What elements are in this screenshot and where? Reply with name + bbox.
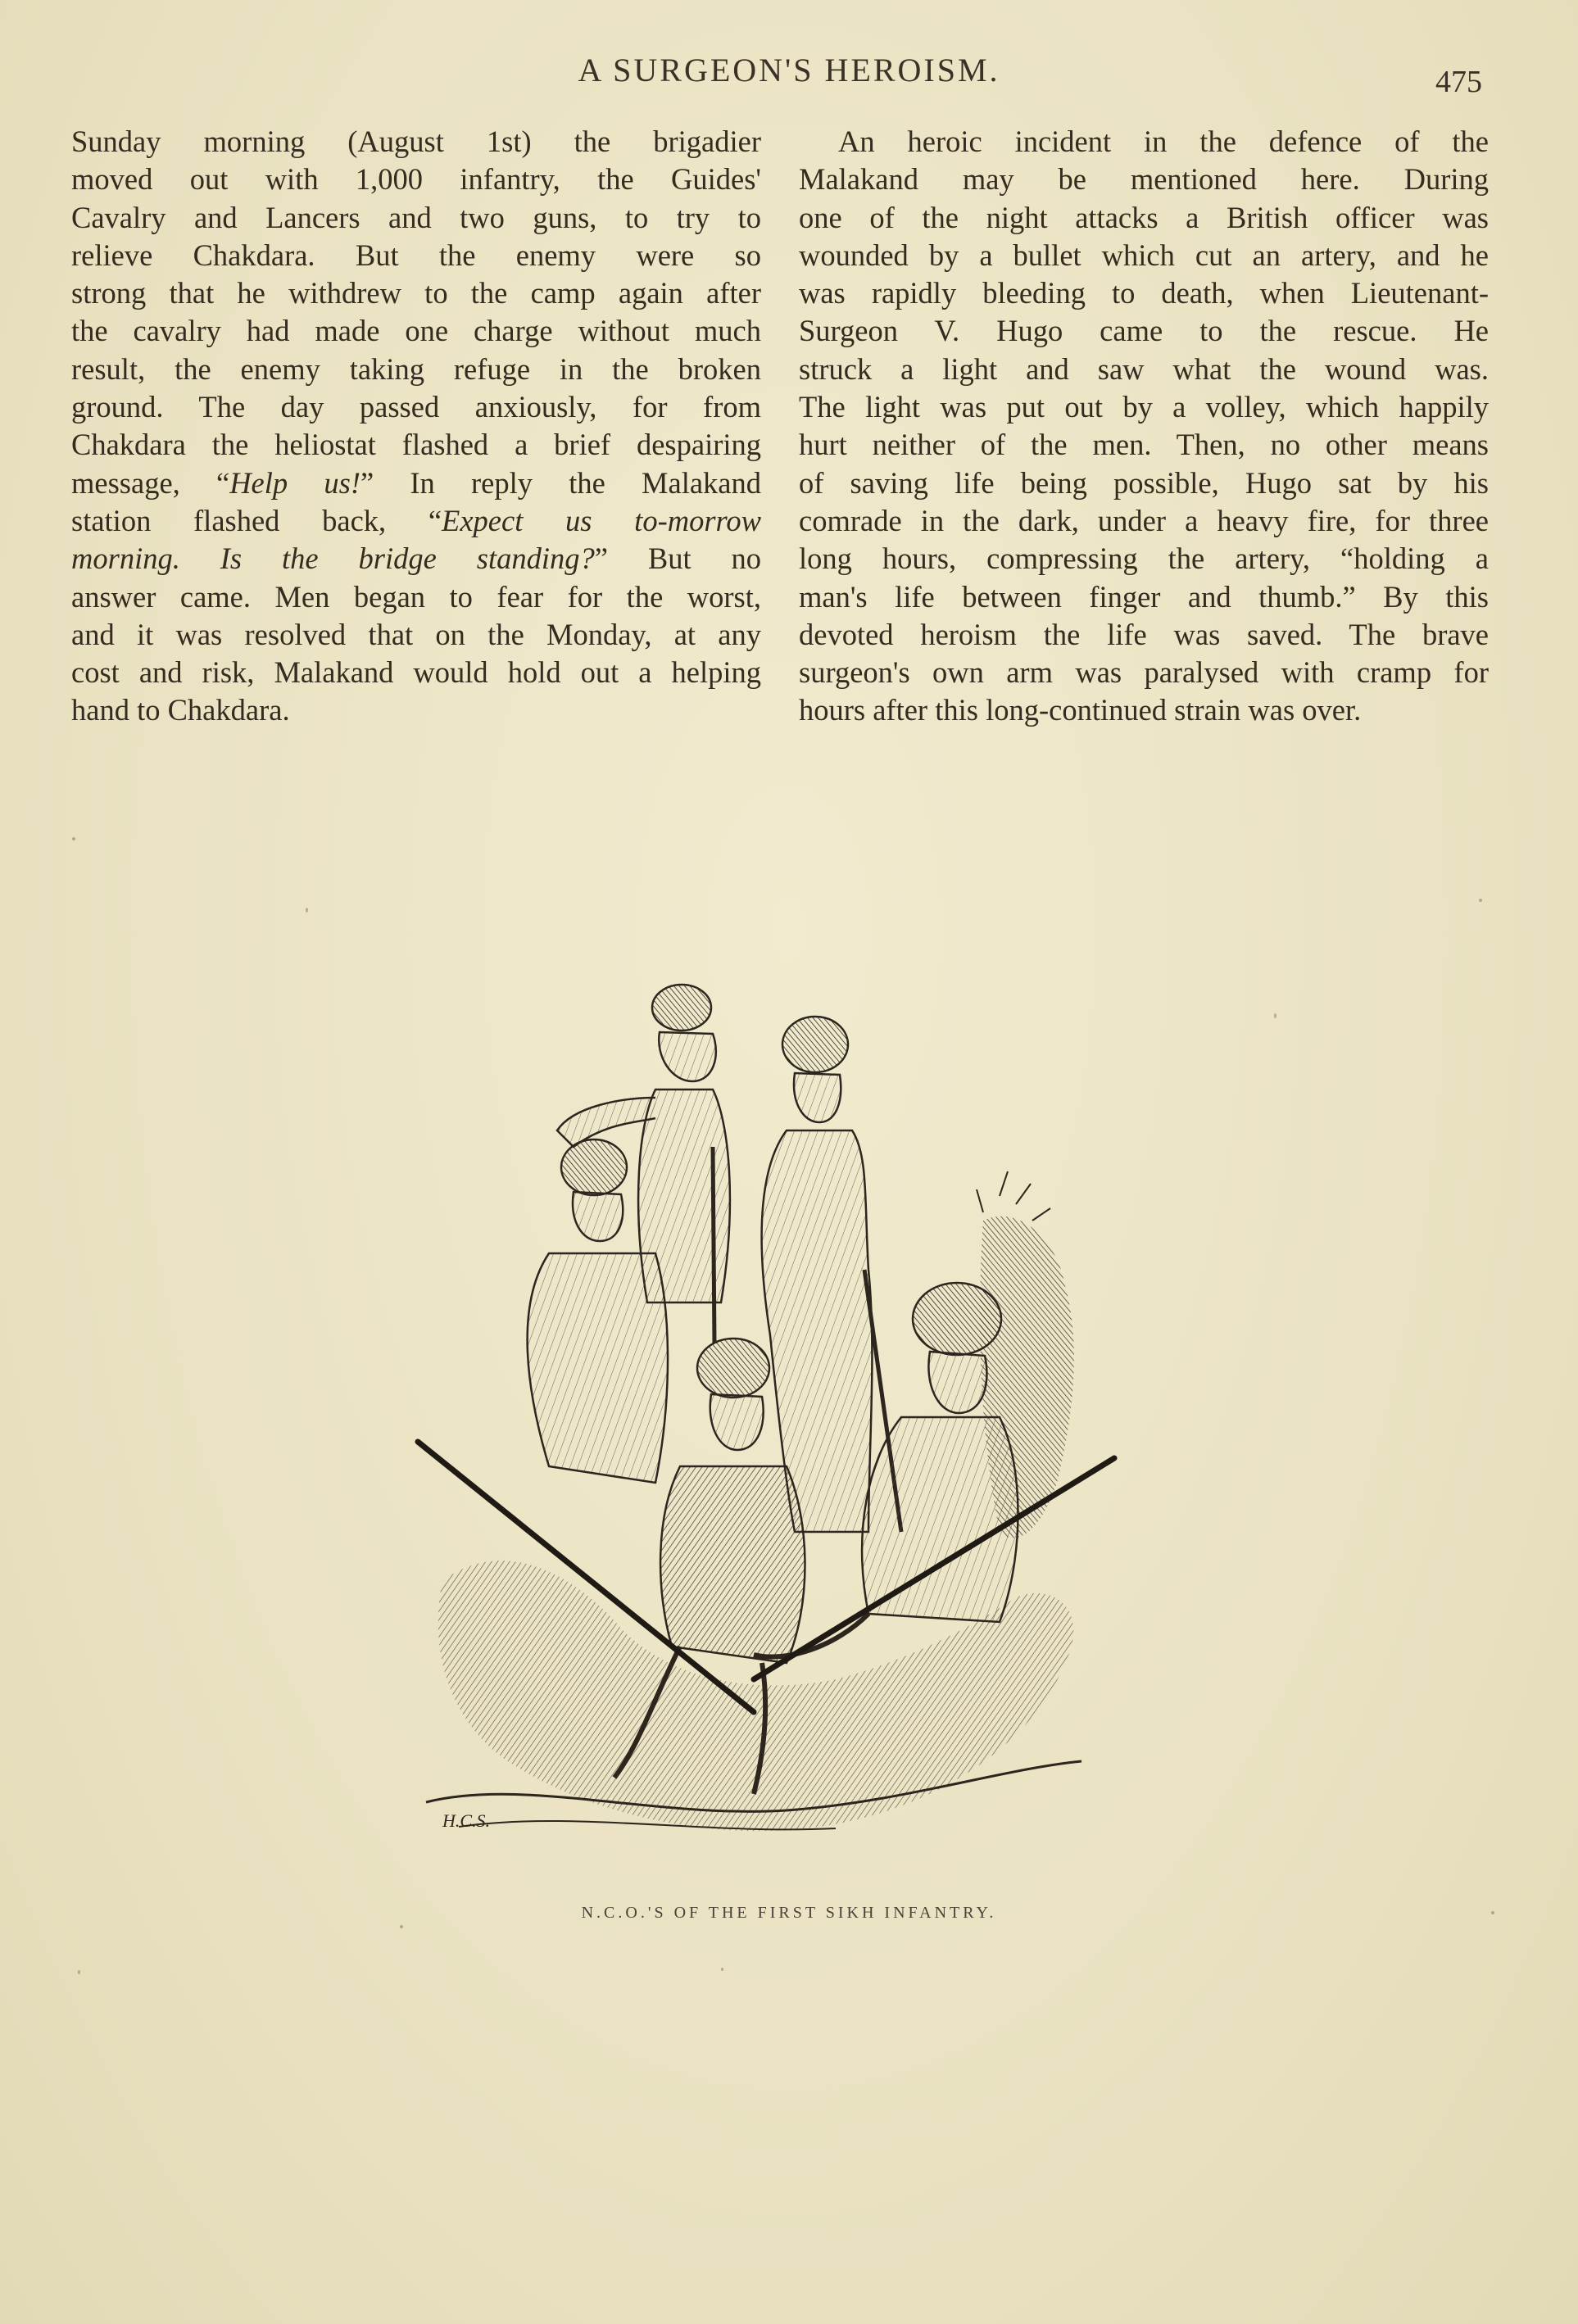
engraving-illustration bbox=[410, 958, 1147, 1851]
text-line: struck a light and saw what the wound was. bbox=[799, 351, 1489, 386]
paper-speck bbox=[400, 1925, 403, 1928]
text-line: Malakand may be mentioned here. During bbox=[799, 162, 1489, 197]
text-line: devoted heroism the life was saved. The brave bbox=[799, 617, 1489, 651]
text-line: Sunday morning (August 1st) the brigadier bbox=[71, 125, 761, 158]
text-line: The light was put out by a volley, which happily bbox=[799, 390, 1489, 424]
text-line: result, the enemy taking refuge in the broken bbox=[71, 351, 761, 386]
text-line: moved out with 1,000 infantry, the Guides' bbox=[71, 162, 761, 197]
text-line: hours after this long-continued strain was over. bbox=[799, 693, 1362, 727]
text-line: one of the night attacks a British officer was bbox=[799, 200, 1489, 234]
page-number: 475 bbox=[1435, 65, 1482, 99]
text-line: the cavalry had made one charge without much bbox=[71, 314, 761, 348]
text-line: Surgeon V. Hugo came to the rescue. He bbox=[799, 314, 1489, 348]
text-line-paragraph-start: An heroic incident in the defence of the bbox=[838, 125, 1489, 158]
right-text-column bbox=[799, 123, 1489, 730]
soldiers-engraving bbox=[410, 958, 1147, 1851]
text-fragment: message, “ bbox=[71, 465, 230, 500]
italic-quote-help-us: Help us! bbox=[229, 465, 360, 500]
text-line: Chakdara the heliostat flashed a brief despairing bbox=[71, 428, 761, 462]
text-line: answer came. Men began to fear for the worst, bbox=[71, 579, 761, 614]
italic-quote-bridge: morning. Is the bridge standing? bbox=[71, 541, 595, 576]
text-line: wounded by a bullet which cut an artery, and he bbox=[799, 238, 1489, 272]
text-line: long hours, compressing the artery, “holding a bbox=[799, 541, 1489, 576]
text-line: hurt neither of the men. Then, no other means bbox=[799, 428, 1489, 462]
text-line: strong that he withdrew to the camp again after bbox=[71, 276, 761, 310]
text-line: hand to Chakdara. bbox=[71, 693, 290, 727]
figure-caption: N.C.O.'S OF THE FIRST SIKH INFANTRY. bbox=[581, 1904, 997, 1922]
paper-speck bbox=[721, 1968, 723, 1971]
text-fragment: ” But no bbox=[594, 541, 762, 576]
text-line-reply-end bbox=[71, 540, 761, 578]
text-line: was rapidly bleeding to death, when Lieutenant- bbox=[799, 276, 1489, 310]
text-line: comrade in the dark, under a heavy fire, for three bbox=[799, 503, 1489, 537]
text-line-message bbox=[71, 464, 761, 502]
text-line: of saving life being possible, Hugo sat by his bbox=[799, 465, 1489, 500]
running-head-title: A SURGEON'S HEROISM. bbox=[578, 52, 1000, 88]
text-line: surgeon's own arm was paralysed with cramp for bbox=[799, 655, 1489, 690]
text-fragment: ” In reply the Malakand bbox=[360, 465, 761, 500]
artist-signature-left: H.C.S. bbox=[442, 1810, 491, 1831]
paper-speck bbox=[1479, 899, 1482, 902]
paper-speck bbox=[306, 908, 308, 913]
paper-speck bbox=[72, 837, 75, 840]
text-line: man's life between finger and thumb.” By this bbox=[799, 579, 1489, 614]
text-line-reply bbox=[71, 502, 761, 540]
italic-quote-expect-us: Expect us to-morrow bbox=[442, 503, 761, 537]
text-line: and it was resolved that on the Monday, at any bbox=[71, 617, 761, 651]
paper-speck bbox=[78, 1970, 80, 1974]
paper-speck bbox=[1491, 1911, 1494, 1914]
text-line: ground. The day passed anxiously, for from bbox=[71, 390, 761, 424]
text-line: Cavalry and Lancers and two guns, to try to bbox=[71, 200, 761, 234]
left-text-column bbox=[71, 123, 761, 730]
text-line: relieve Chakdara. But the enemy were so bbox=[71, 238, 761, 272]
paper-speck bbox=[1274, 1013, 1276, 1018]
text-fragment: station flashed back, “ bbox=[71, 503, 442, 537]
text-line: cost and risk, Malakand would hold out a helping bbox=[71, 655, 761, 690]
